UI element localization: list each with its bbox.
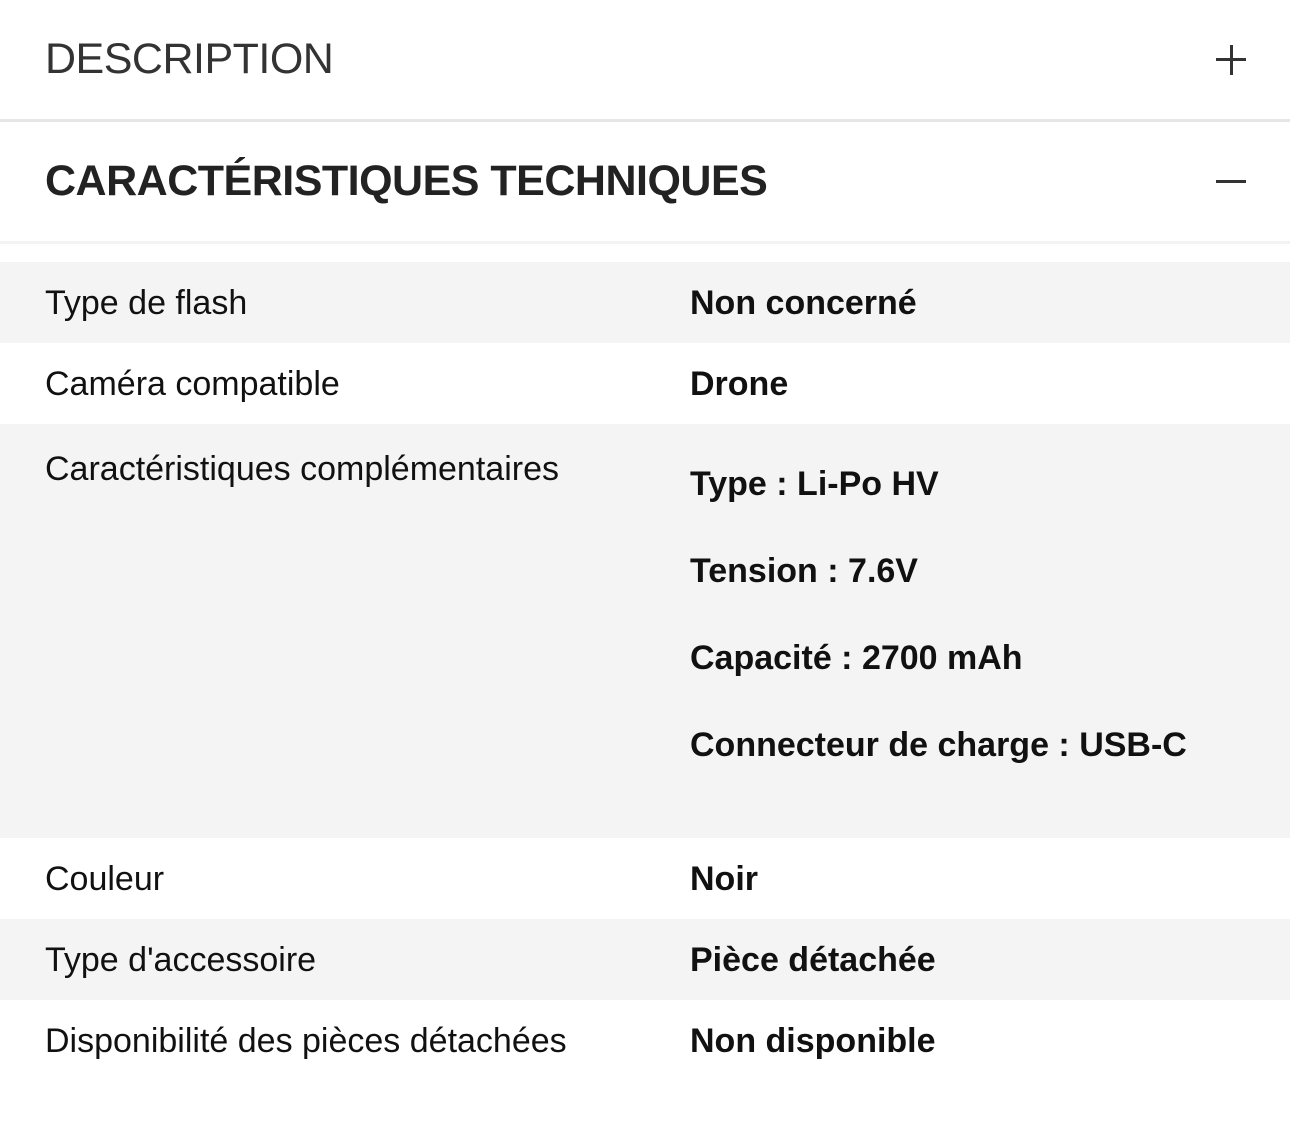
spec-value: Pièce détachée xyxy=(690,941,936,979)
spec-value: Drone xyxy=(690,365,789,403)
spec-label: Caractéristiques complémentaires xyxy=(45,450,559,488)
technical-specs-title: CARACTÉRISTIQUES TECHNIQUES xyxy=(45,157,768,205)
spec-row-extra-features xyxy=(0,424,1290,838)
spec-value: Non disponible xyxy=(690,1022,936,1060)
spec-label: Couleur xyxy=(45,860,165,898)
spec-value-line: Capacité : 2700 mAh xyxy=(690,639,1023,677)
spec-value-line: Connecteur de charge : USB-C xyxy=(690,726,1187,764)
spec-label: Caméra compatible xyxy=(45,365,340,403)
spec-value-list xyxy=(690,444,1290,838)
minus-icon[interactable] xyxy=(1216,167,1246,197)
description-title: DESCRIPTION xyxy=(45,35,334,83)
spec-row-color xyxy=(0,838,1290,919)
spec-value-line: Tension : 7.6V xyxy=(690,552,918,590)
spec-row-accessory-type xyxy=(0,919,1290,1000)
spec-value: Noir xyxy=(690,860,758,898)
spec-label: Type de flash xyxy=(45,284,248,322)
spec-value: Non concerné xyxy=(690,284,917,322)
spec-label: Type d'accessoire xyxy=(45,941,317,979)
accordion-description-header[interactable] xyxy=(0,0,1290,122)
plus-icon[interactable] xyxy=(1216,45,1246,75)
spec-row-compatible-camera xyxy=(0,343,1290,424)
spec-value-line: Type : Li-Po HV xyxy=(690,465,939,503)
spec-row-flash-type xyxy=(0,262,1290,343)
spec-row-parts-availability xyxy=(0,1000,1290,1130)
accordion-technical-header[interactable] xyxy=(0,122,1290,244)
spec-label: Disponibilité des pièces détachées xyxy=(45,1022,567,1060)
specs-table xyxy=(0,262,1290,1130)
